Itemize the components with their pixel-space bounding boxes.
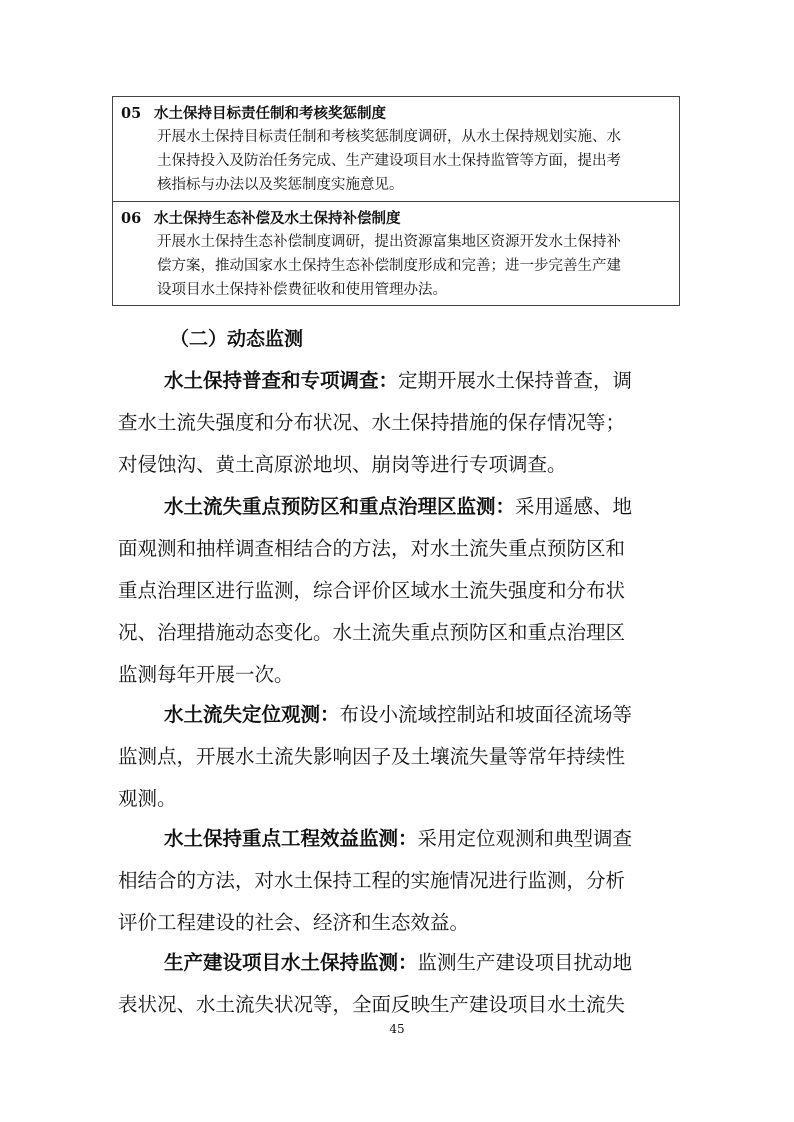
paragraph-text: 定期开展水土保持普查，调: [398, 369, 633, 392]
row-text-line: 土保持投入及防治任务完成、生产建设项目水土保持监管等方面，提出考: [157, 153, 621, 169]
paragraph-construction-monitoring: [118, 942, 678, 1026]
row-text-line: 设项目水土保持补偿费征收和使用管理办法。: [157, 282, 447, 298]
paragraph-text-line: 监测点，开展水土流失影响因子及土壤流失量等常年持续性: [118, 745, 626, 768]
paragraph-lead: 水土保持重点工程效益监测：: [164, 827, 418, 850]
row-heading: [121, 207, 401, 228]
row-body: [157, 125, 675, 197]
row-title: 水土保持生态补偿及水土保持补偿制度: [154, 210, 401, 227]
paragraph-text: 布设小流域控制站和坡面径流场等: [339, 703, 633, 726]
paragraph-survey: [118, 360, 678, 486]
paragraph-first-line: [118, 694, 678, 736]
paragraph-text-line: 重点治理区进行监测，综合评价区域水土流失强度和分布状: [118, 579, 626, 602]
paragraph-key-area-monitoring: [118, 486, 678, 696]
table-row-05: [112, 96, 680, 202]
row-title: 水土保持目标责任制和考核奖惩制度: [154, 105, 386, 122]
paragraph-lead: 生产建设项目水土保持监测：: [164, 951, 418, 974]
paragraph-project-benefit-monitoring: [118, 818, 678, 944]
paragraph-first-line: [118, 486, 678, 528]
paragraph-text: 采用遥感、地: [515, 495, 633, 518]
row-heading: [121, 102, 386, 123]
section-heading: （二）动态监测: [170, 328, 304, 350]
paragraph-text-line: 况、治理措施动态变化。水土流失重点预防区和重点治理区: [118, 621, 626, 644]
paragraph-text-line: 查水土流失强度和分布状况、水土保持措施的保存情况等；: [118, 411, 626, 434]
paragraph-lead: 水土流失定位观测：: [164, 703, 340, 726]
paragraph-text-line: 表状况、水土流失状况等，全面反映生产建设项目水土流失: [118, 993, 626, 1016]
paragraph-text-line: 评价工程建设的社会、经济和生态效益。: [118, 911, 470, 934]
paragraph-first-line: [118, 942, 678, 984]
paragraph-text-line: 观测。: [118, 787, 177, 810]
row-text-line: 核指标与办法以及奖惩制度实施意见。: [157, 177, 404, 193]
row-text-line: 偿方案，推动国家水土保持生态补偿制度形成和完善；进一步完善生产建: [157, 258, 621, 274]
paragraph-text: 监测生产建设项目扰动地: [417, 951, 633, 974]
paragraph-first-line: [118, 360, 678, 402]
row-text-line: 开展水土保持目标责任制和考核奖惩制度调研，从水土保持规划实施、水: [157, 129, 621, 145]
paragraph-text-line: 对侵蚀沟、黄土高原淤地坝、崩岗等进行专项调查。: [118, 453, 567, 476]
row-number: 06: [121, 210, 142, 227]
row-text-line: 开展水土保持生态补偿制度调研，提出资源富集地区资源开发水土保持补: [157, 234, 621, 250]
paragraph-text-line: 相结合的方法，对水土保持工程的实施情况进行监测，分析: [118, 869, 626, 892]
paragraph-text-line: 面观测和抽样调查相结合的方法，对水土流失重点预防区和: [118, 537, 626, 560]
paragraph-fixed-observation: [118, 694, 678, 820]
paragraph-text: 采用定位观测和典型调查: [417, 827, 633, 850]
paragraph-first-line: [118, 818, 678, 860]
table-row-06: [112, 202, 680, 306]
paragraph-text-line: 监测每年开展一次。: [118, 663, 294, 686]
page-number: 45: [389, 1022, 405, 1036]
row-body: [157, 230, 675, 302]
row-number: 05: [121, 105, 142, 122]
paragraph-lead: 水土保持普查和专项调查：: [164, 369, 399, 392]
paragraph-lead: 水土流失重点预防区和重点治理区监测：: [164, 495, 516, 518]
